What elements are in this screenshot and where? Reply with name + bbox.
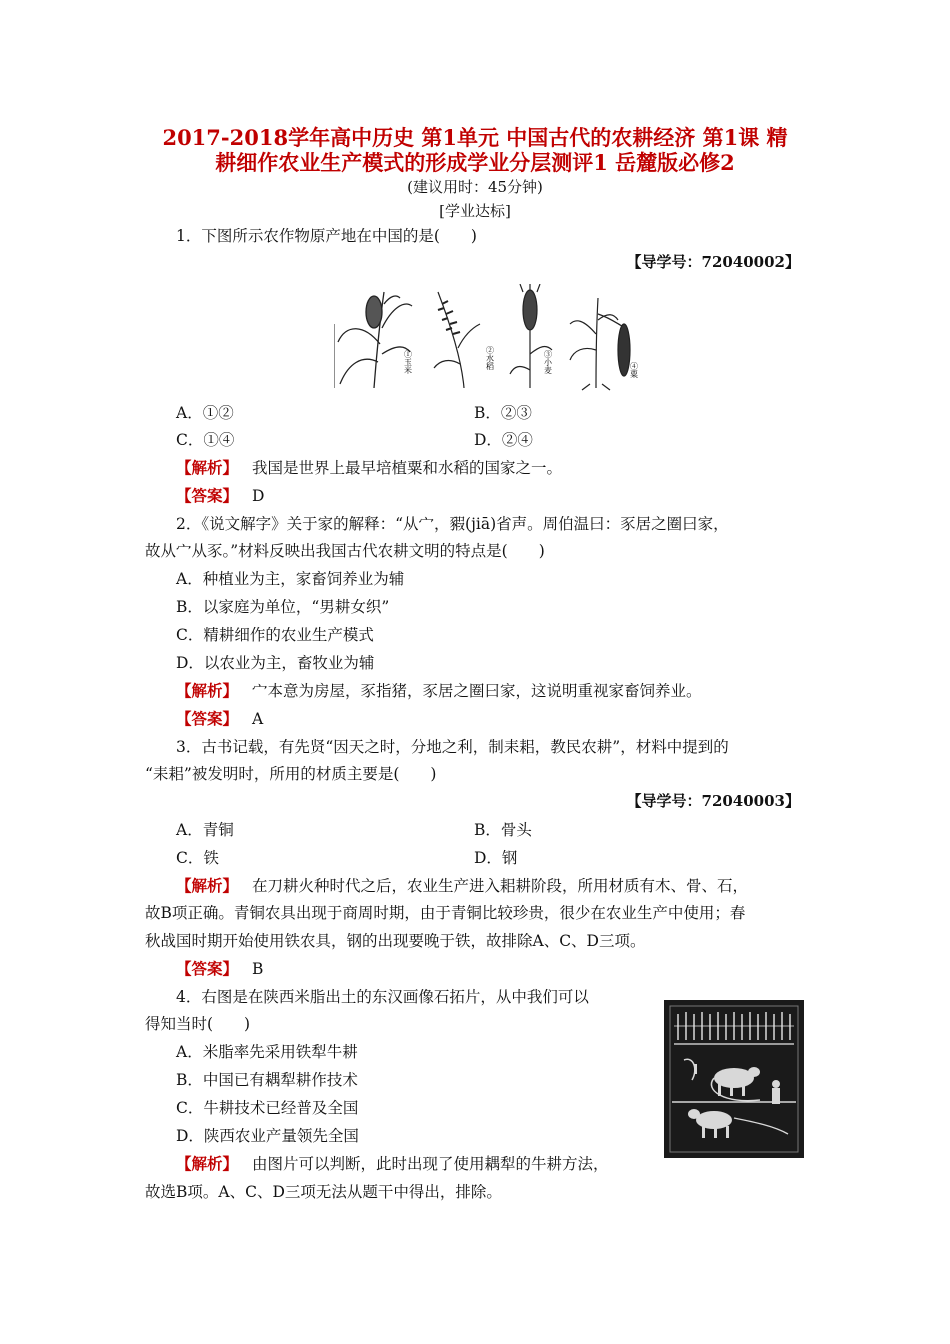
han-stone-rubbing-image — [664, 1000, 804, 1158]
q3-stem-line2: “耒耜”被发明时，所用的材质主要是( ) — [145, 765, 437, 783]
q2-stem-line1: 2．《说文解字》关于家的解释：“从宀，豭(jiā)省声。周伯温曰：豕居之圈曰家， — [176, 515, 729, 533]
q1-option-a[interactable]: A．①② — [176, 404, 234, 422]
q1-answer — [176, 484, 264, 506]
q3-option-a[interactable]: A．青铜 — [176, 821, 234, 839]
analysis-tag: 【解析】 — [176, 876, 239, 895]
q2-option-a[interactable]: A．种植业为主，家畜饲养业为辅 — [176, 570, 405, 588]
crops-figure — [334, 284, 638, 392]
q4-option-d[interactable]: D．陕西农业产量领先全国 — [176, 1127, 359, 1145]
q3-answer-value: B — [252, 960, 264, 978]
analysis-tag: 【解析】 — [176, 681, 239, 700]
q2-option-c[interactable]: C．精耕细作的农业生产模式 — [176, 626, 374, 644]
analysis-tag: 【解析】 — [176, 458, 239, 477]
crop-label-rice: ②水稻 — [485, 346, 495, 370]
q3-analysis-line2: 故B项正确。青铜农具出现于商周时期，由于青铜比较珍贵，很少在农业生产中使用；春 — [145, 904, 746, 922]
q4-analysis-text-line1: 由图片可以判断，此时出现了使用耦犁的牛耕方法， — [252, 1155, 609, 1173]
q3-analysis-line3: 秋战国时期开始使用铁农具，钢的出现要晚于铁，故排除A、C、D三项。 — [145, 932, 646, 950]
q3-option-c[interactable]: C．铁 — [176, 849, 219, 867]
q3-analysis — [176, 874, 748, 896]
q3-guide-number: 【导学号：72040003】 — [626, 792, 800, 810]
crop-label-maize: ①玉米 — [403, 350, 413, 374]
q1-option-c[interactable]: C．①④ — [176, 431, 235, 449]
q3-analysis-text-line1: 在刀耕火种时代之后，农业生产进入耜耕阶段，所用材质有木、骨、石， — [252, 877, 749, 895]
q4-stem-line1: 4．右图是在陕西米脂出土的东汉画像石拓片，从中我们可以 — [176, 988, 589, 1006]
section-heading: [学业达标] — [439, 202, 511, 220]
q2-option-d[interactable]: D．以农业为主，畜牧业为辅 — [176, 654, 375, 672]
q3-answer — [176, 957, 263, 979]
q2-answer-value: A — [252, 710, 264, 728]
q1-analysis — [176, 456, 562, 478]
crop-label-millet: ④粟 — [629, 362, 638, 378]
q1-stem: 1．下图所示农作物原产地在中国的是( ) — [176, 227, 477, 245]
crop-label-wheat: ③小麦 — [543, 350, 553, 374]
q1-option-b[interactable]: B．②③ — [474, 404, 532, 422]
millet-drawing — [570, 298, 630, 390]
time-hint: (建议用时：45分钟) — [407, 178, 543, 196]
q2-analysis-text: 宀本意为房屋，豕指猪，豕居之圈曰家，这说明重视家畜饲养业。 — [252, 682, 702, 700]
answer-tag: 【答案】 — [176, 709, 239, 728]
q4-analysis — [176, 1152, 609, 1174]
document-title-line2: 耕细作农业生产模式的形成学业分层测评1 岳麓版必修2 — [215, 150, 735, 175]
q3-option-d[interactable]: D．钢 — [474, 849, 518, 867]
q3-stem-line1: 3．古书记载，有先贤“因天之时，分地之利，制耒耜，教民农耕”，材料中提到的 — [176, 738, 729, 756]
q3-option-b[interactable]: B．骨头 — [474, 821, 532, 839]
q1-guide-number: 【导学号：72040002】 — [626, 253, 800, 271]
maize-drawing — [338, 292, 412, 388]
q4-stem-line2: 得知当时( ) — [145, 1015, 251, 1033]
q4-analysis-line2: 故选B项。A、C、D三项无法从题干中得出，排除。 — [145, 1183, 502, 1201]
q1-option-d[interactable]: D．②④ — [474, 431, 533, 449]
q1-analysis-text: 我国是世界上最早培植粟和水稻的国家之一。 — [252, 459, 563, 477]
rice-drawing — [434, 292, 480, 388]
q4-option-b[interactable]: B．中国已有耦犁耕作技术 — [176, 1071, 358, 1089]
q2-option-b[interactable]: B．以家庭为单位，“男耕女织” — [176, 598, 390, 616]
answer-tag: 【答案】 — [176, 959, 239, 978]
answer-tag: 【答案】 — [176, 486, 239, 505]
analysis-tag: 【解析】 — [176, 1154, 239, 1173]
q4-option-c[interactable]: C．牛耕技术已经普及全国 — [176, 1099, 359, 1117]
q2-answer — [176, 707, 263, 729]
q2-analysis — [176, 679, 702, 701]
q2-stem-line2: 故从宀从豕。”材料反映出我国古代农耕文明的特点是( ) — [145, 542, 545, 560]
q4-option-a[interactable]: A．米脂率先采用铁犁牛耕 — [176, 1043, 358, 1061]
q1-answer-value: D — [252, 487, 265, 505]
document-title-line1: 2017-2018学年高中历史 第1单元 中国古代的农耕经济 第1课 精 — [162, 125, 788, 150]
